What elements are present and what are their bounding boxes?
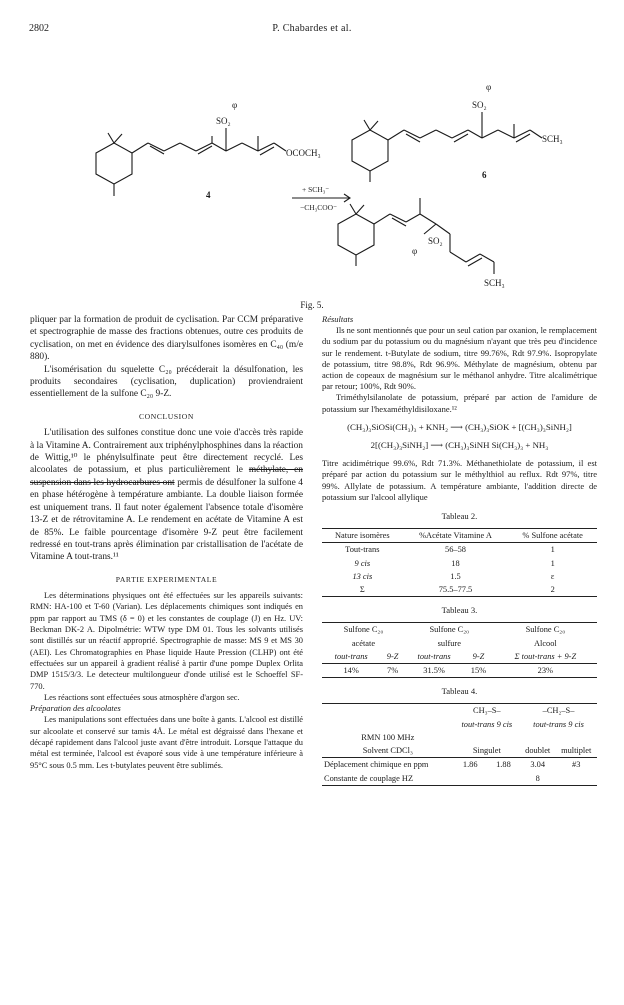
reaction-scheme-figure — [20, 48, 610, 298]
compound-label-4: 4 — [206, 190, 211, 200]
sub-heading: Préparation des alcoolates — [30, 704, 121, 714]
equation-1: (CH₃)₃SiOSi(CH₃)₃ + KNH₂ ⟶ (CH₃)₃SiOK + [(CH₃)₃SiNH₂] — [347, 421, 572, 432]
page-number: 2802 — [29, 23, 49, 34]
tableau-2-title: Tableau 2. — [441, 511, 478, 522]
paragraph: Titre acidimétrique 99.6%, Rdt 71.3%. Méthanethiolate de potassium, il est préparé par action du potassium sur le méthylthiol au reflux. Rdt 97%, titre 99%. Allylate de potassium. A température ambiante, l'addition directe de potassium sur l'alcool allylique — [322, 458, 597, 502]
compound-6-structure — [352, 112, 542, 182]
tableau-3-title: Tableau 3. — [441, 605, 478, 616]
phi-label-cyclized: φ — [412, 246, 418, 256]
tableau-4: CH₃–S– –CH₂–S– tout-trans 9 cis tout-trans 9 cis RMN 100 MHz Solvent CDCl₃ Singulet doublet multiplet Déplacement chimique en ppm 1.86 1.88 3.04 #3 Constante de couplage HZ 8 — [322, 703, 597, 785]
tableau-2: Nature isomères %Acétate Vitamine A % Sulfone acétate Tout-trans 56–58 1 9 cis 18 1 13 cis 1.5 ε Σ 75.5–77.5 2 — [322, 528, 597, 597]
paragraph: L'isomérisation du squelette C₂₀ précéderait la désulfonation, les produits secondaires (cyclisation, duplication) proviendraient essentiellement de la sulfone C₂₀ 9-Z. — [30, 364, 303, 400]
paragraph: Les déterminations physiques ont été effectuées sur les appareils suivants: RMN: HA-100 et T-60 (Varian). Les déplacements chimiques sont indiqués en ppm par rapport au TMS (δ = 0) et les constantes de couplage (J) en Hz. UV: Beckman DK-2 A. Dipolmétrie: WTW type DM 01. Tous les solvants utilisés sont distillés sur un réactif approprié. Spectrographie de masse: MS 9 et MS 30 (AEI). Les Chromatographies en Phase liquide Haute Pression (CLHP) ont été effectuées sur un appareil à gradient réalisé à partir d'une pompe Duplex Orlita DMP 1515/3/3. Le detecteur multilongueur d'onde utilisé est le Schoeffel SF-770. — [30, 591, 303, 691]
phi-label-6: φ — [486, 82, 492, 92]
compound-4-structure — [96, 128, 286, 196]
compound-cyclized-structure — [338, 198, 494, 274]
paragraph: Triméthylsilanolate de potassium, préparé par action de l'amidure de potassium sur l'hexaméthyldisiloxane.¹² — [322, 392, 597, 414]
right-column — [322, 314, 597, 786]
table-row: Tout-trans 56–58 1 — [345, 545, 555, 555]
running-title: P. Chabardes et al. — [272, 23, 352, 34]
sch3-label-6: SCH₃ — [542, 134, 563, 144]
results-heading: Résultats — [322, 314, 354, 324]
so2-label-4: SO₂ — [216, 116, 231, 126]
paragraph: L'utilisation des sulfones constitue donc une voie d'accès très rapide à la Vitamine A. Contrairement aux triphénylphosphines dans la réaction de Wittig,¹⁰ le phénylsulfinate peut être directement recyclé. Les alcoolates de potassium, et plus particulièrement le méthylate, en suspension dans les hydrocarbures ont permis de désulfoner la sulfone 4 en phase hétérogène à température ambiante. La double liaison formée est uniquement trans. Il faut noter également l'absence totale d'isomère 13-Z et de rétrovitamine A. Le rendement en acétate de Vitamine A est de 85%. Le faible pourcentage d'isomère 9-Z peut être facilement redressé en tout-trans après élimination par cristallisation de l'acétate de Vitamine A tout-trans.¹¹ — [30, 428, 303, 563]
figure-caption: Fig. 5. — [300, 300, 324, 310]
table-row: 14% 7% 31.5% 15% 23% — [322, 664, 597, 678]
sch3-label-cyclized: SCH₃ — [484, 278, 505, 288]
equation-2: 2[(CH₃)₃SiNH₂] ⟶ (CH₃)₃SiNH Si(CH₃)₃ + NH₃ — [370, 440, 549, 451]
experimental-heading: PARTIE EXPERIMENTALE — [115, 574, 218, 584]
table-row: Σ 75.5–77.5 2 — [322, 583, 597, 597]
table-row: Constante de couplage HZ 8 — [322, 772, 597, 786]
tableau-3: Sulfone C₂₀ Sulfone C₂₀ Sulfone C₂₀ acétate sulfure Alcool tout-trans 9-Z tout-trans 9-Z Σ tout-trans + 9-Z 14% 7% 31.5% 15% 23% — [322, 622, 597, 678]
paragraph: Les réactions sont effectuées sous atmosphère d'argon sec. — [44, 692, 240, 702]
paragraph: Les manipulations sont effectuées dans une boîte à gants. L'alcool est distillé sur alcoolate et conservé sur tamis 4Å. Le métal est dégraissé dans l'hexane et décapé rapidement dans l'alcool juste avant d'être introduit. Lorsque l'attaque du métal est terminée, l'alcool est évaporé sous vide à une température inférieure à 95°C sous 0.5 mm. Les t-butylates peuvent être sublimés. — [30, 715, 303, 770]
paragraph: Ils ne sont mentionnés que pour un seul cation par oxanion, le remplacement du sodium par du potassium ou du magnésium n'ayant que très peu d'incidence sur le rendement. t-Butylate de sodium, titre 99.76%, Rdt 97.9%. Isopropylate de potassium, titre 98.8%, Rdt 96.9%. Méthylate de magnésium, obtenu par action de copeaux de magnésium sur le méthanol anhydre. Titre alcalimétrique par retour; 100%, Rdt 90%. — [322, 325, 597, 392]
paragraph: pliquer par la formation de produit de cyclisation. Par CCM préparative et spectrographie de masse des fractions obtenues, outre ces produits de cyclisation, on met en évidence des diarylsulfones isomères en C₄₀ (m/e 880). — [30, 315, 303, 363]
reagent-above: + SCH₃⁻ — [302, 185, 330, 194]
tableau-4-title: Tableau 4. — [441, 686, 478, 697]
acetate-label-4: OCOCH₃ — [286, 148, 321, 158]
so2-label-6: SO₂ — [472, 100, 487, 110]
compound-label-6: 6 — [482, 170, 487, 180]
phi-label-4: φ — [232, 100, 238, 110]
conclusion-heading: CONCLUSION — [139, 411, 194, 421]
table-row: Déplacement chimique en ppm 1.86 1.88 3.04 #3 — [324, 760, 581, 770]
so2-label-cyclized: SO₂ — [428, 236, 443, 246]
left-column — [30, 314, 303, 771]
table-row: 9 cis 18 1 — [354, 558, 555, 568]
reagent-below: −CH₃COO⁻ — [300, 203, 338, 212]
table-row: 13 cis 1.5 ε — [352, 571, 555, 581]
